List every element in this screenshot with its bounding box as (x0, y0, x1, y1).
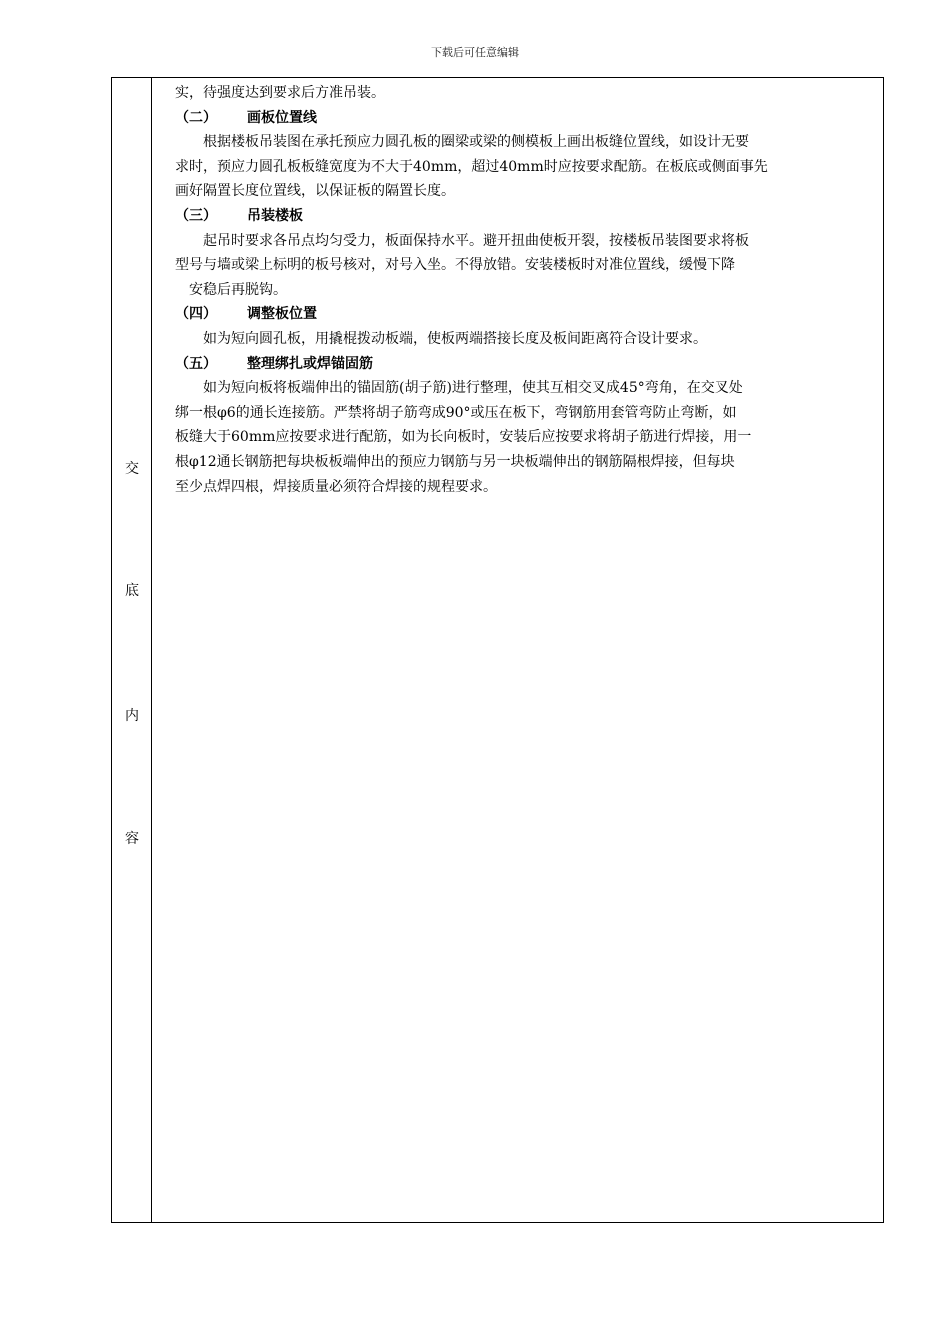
paragraph-line: 根据楼板吊装图在承托预应力圆孔板的圈梁或梁的侧模板上画出板缝位置线，如设计无要 (203, 134, 749, 151)
side-label-char: 容 (125, 831, 139, 847)
paragraph-line: 绑一根φ6的通长连接筋。严禁将胡子筋弯成90°或压在板下，弯钢筋用套管弯防止弯断，如 (175, 404, 737, 421)
paragraph-line: 如为短向圆孔板，用撬棍拨动板端，使板两端搭接长度及板间距离符合设计要求。 (203, 330, 707, 347)
section-heading (175, 106, 874, 131)
paragraph-line: 板缝大于60mm应按要求进行配筋，如为长向板时，安装后应按要求将胡子筋进行焊接，用一 (175, 429, 752, 446)
paragraph-line: 至少点焊四根，焊接质量必须符合焊接的规程要求。 (175, 478, 497, 495)
paragraph-line: 如为短向板将板端伸出的锚固筋(胡子筋)进行整理，使其互相交叉成45°弯角，在交叉处 (203, 380, 743, 397)
section-title: 吊装楼板 (247, 207, 303, 224)
paragraph-line: 画好隔置长度位置线，以保证板的隔置长度。 (175, 183, 455, 200)
section-heading (175, 302, 874, 327)
side-label-char: 底 (125, 583, 139, 599)
content-cell (153, 78, 883, 1222)
section-number: （五） (175, 355, 217, 372)
section-title: 调整板位置 (247, 306, 317, 323)
section-title: 画板位置线 (247, 109, 317, 126)
page-header: 下载后可任意编辑 (431, 46, 519, 59)
disclosure-table (111, 77, 884, 1223)
side-label-column (112, 78, 152, 1222)
section-number: （二） (175, 109, 217, 126)
side-label-char: 内 (125, 708, 139, 724)
section-number: （三） (175, 207, 217, 224)
paragraph-line: 型号与墙或梁上标明的板号核对，对号入坐。不得放错。安装楼板时对准位置线，缓慢下降 (175, 257, 735, 274)
section-heading (175, 204, 874, 229)
paragraph-line: 根φ12通长钢筋把每块板板端伸出的预应力钢筋与另一块板端伸出的钢筋隔根焊接，但每块 (175, 453, 735, 470)
section-title: 整理绑扎或焊锚固筋 (247, 355, 373, 372)
section-heading (175, 352, 874, 377)
intro-line: 实，待强度达到要求后方准吊装。 (175, 85, 385, 101)
section-number: （四） (175, 306, 217, 323)
paragraph-line: 安稳后再脱钩。 (189, 281, 287, 298)
paragraph-line: 求时，预应力圆孔板板缝宽度为不大于40mm，超过40mm时应按要求配筋。在板底或侧面事先 (175, 158, 768, 175)
side-label-char: 交 (125, 461, 139, 477)
paragraph-line: 起吊时要求各吊点均匀受力，板面保持水平。避开扭曲使板开裂，按楼板吊装图要求将板 (203, 232, 749, 249)
